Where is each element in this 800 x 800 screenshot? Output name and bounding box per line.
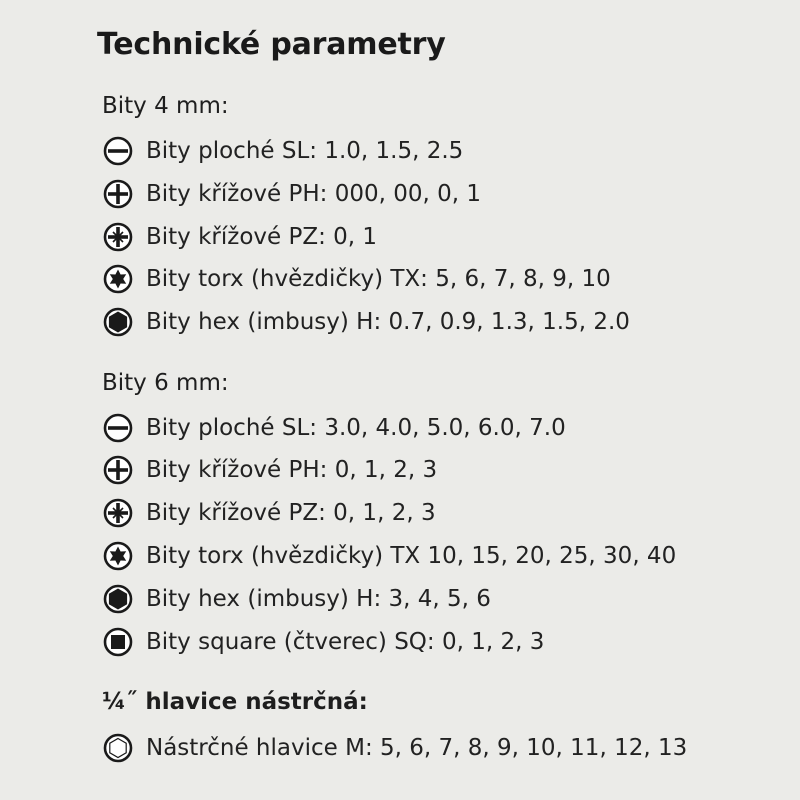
list-item bbox=[102, 453, 437, 487]
list-item bbox=[102, 582, 491, 616]
item-label: Bity square (čtverec) SQ: 0, 1, 2, 3 bbox=[146, 629, 545, 655]
item-label: Bity křížové PH: 0, 1, 2, 3 bbox=[146, 457, 438, 483]
item-label: Bity křížové PZ: 0, 1 bbox=[146, 224, 378, 250]
list-item bbox=[102, 625, 544, 659]
item-label: Bity hex (imbusy) H: 3, 4, 5, 6 bbox=[146, 586, 491, 612]
item-label: Bity křížové PH: 000, 00, 0, 1 bbox=[146, 181, 482, 207]
page-title: Technické parametry bbox=[97, 27, 446, 62]
list-item bbox=[102, 731, 687, 765]
list-item bbox=[102, 411, 566, 445]
torx-icon bbox=[102, 263, 134, 295]
item-label: Bity torx (hvězdičky) TX 10, 15, 20, 25, 30, 40 bbox=[146, 543, 677, 569]
phillips-icon bbox=[102, 178, 134, 210]
hex-icon bbox=[102, 306, 134, 338]
section-heading-4mm: Bity 4 mm: bbox=[102, 93, 229, 119]
item-label: Bity hex (imbusy) H: 0.7, 0.9, 1.3, 1.5, 2.0 bbox=[146, 309, 630, 335]
list-item bbox=[102, 539, 676, 573]
pozidriv-icon bbox=[102, 497, 134, 529]
section-heading-socket: ¼˝ hlavice nástrčná: bbox=[102, 689, 368, 715]
item-label: Nástrčné hlavice M: 5, 6, 7, 8, 9, 10, 11, 12, 13 bbox=[146, 735, 688, 761]
pozidriv-icon bbox=[102, 221, 134, 253]
slotted-icon bbox=[102, 412, 134, 444]
list-item bbox=[102, 177, 481, 211]
socket-icon bbox=[102, 732, 134, 764]
item-label: Bity torx (hvězdičky) TX: 5, 6, 7, 8, 9, 10 bbox=[146, 266, 611, 292]
hex-icon bbox=[102, 583, 134, 615]
slotted-icon bbox=[102, 135, 134, 167]
item-label: Bity křížové PZ: 0, 1, 2, 3 bbox=[146, 500, 436, 526]
list-item bbox=[102, 305, 630, 339]
torx-icon bbox=[102, 540, 134, 572]
list-item bbox=[102, 220, 377, 254]
phillips-icon bbox=[102, 454, 134, 486]
section-heading-6mm: Bity 6 mm: bbox=[102, 370, 229, 396]
item-label: Bity ploché SL: 1.0, 1.5, 2.5 bbox=[146, 138, 464, 164]
list-item bbox=[102, 262, 611, 296]
list-item bbox=[102, 134, 463, 168]
item-label: Bity ploché SL: 3.0, 4.0, 5.0, 6.0, 7.0 bbox=[146, 415, 566, 441]
list-item bbox=[102, 496, 436, 530]
square-icon bbox=[102, 626, 134, 658]
